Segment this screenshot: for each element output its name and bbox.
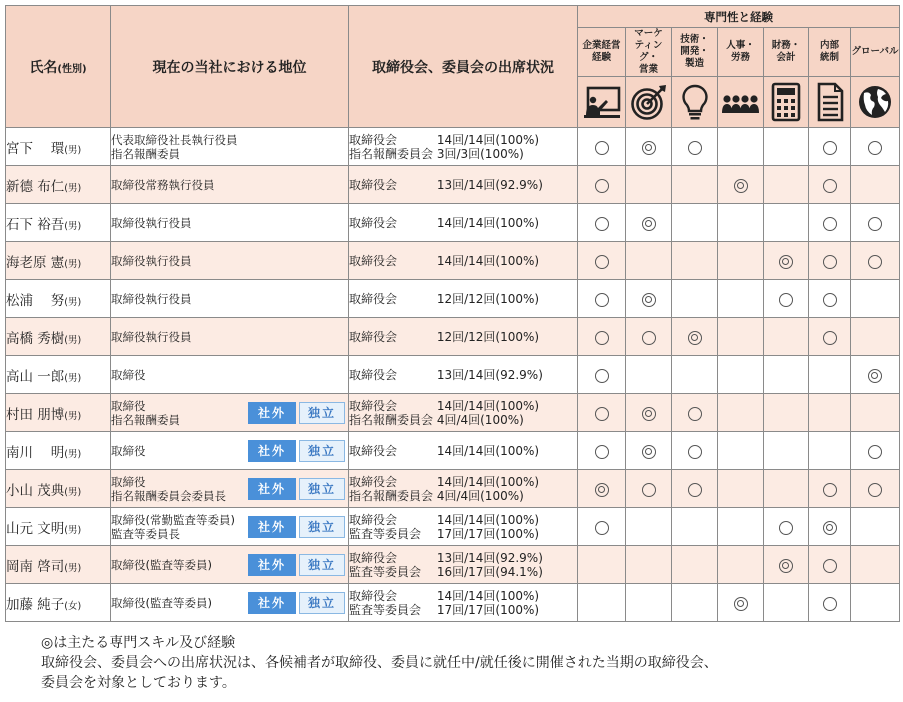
gender-text: (男) [64,296,82,308]
skill-cell [764,128,809,166]
circle-mark-icon [823,483,837,497]
position-cell [111,394,349,432]
independent-badge: 独立 [299,402,345,424]
skill-cell [718,394,764,432]
independent-badge: 独立 [299,554,345,576]
footnote-line: 取締役会、委員会への出席状況は、各候補者が取締役、委員に就任中/就任後に開催された当期の取締役会、 [41,655,718,671]
table-row [6,204,900,242]
director-name [6,470,111,508]
attendance-cell: 取締役会 14回/14回(100%) 指名報酬委員会 4回/4回(100%) [349,470,578,508]
skills-group-header: 専門性と経験 [578,6,900,28]
skill-cell [851,470,900,508]
name-text: 松浦 努 [6,292,65,309]
skill-cell [718,584,764,622]
calculator-icon [764,77,809,128]
circle-mark-icon [868,483,882,497]
position-cell [111,280,349,318]
position-text: 取締役 [111,443,146,458]
table-row [6,546,900,584]
double-circle-mark-icon [779,559,793,573]
skill-cell [851,318,900,356]
skill-cell [672,508,718,546]
skill-header-finance: 財務・ 会計 [764,28,809,77]
skill-cell [578,394,626,432]
position-cell [111,584,349,622]
circle-mark-icon [595,255,609,269]
skill-cell [626,128,672,166]
attendance-cell: 取締役会 13回/14回(92.9%) 監査等委員会 16回/17回(94.1%) [349,546,578,584]
skill-cell [851,280,900,318]
name-text: 宮下 環 [6,140,65,157]
skill-cell [764,394,809,432]
circle-mark-icon [595,141,609,155]
position-text: 取締役執行役員 [111,291,192,306]
double-circle-mark-icon [868,369,882,383]
skill-header-hr: 人事・ 労務 [718,28,764,77]
presentation-icon [578,77,626,128]
skill-cell [626,394,672,432]
position-cell [111,470,349,508]
position-cell [111,432,349,470]
circle-mark-icon [688,445,702,459]
independent-badge: 独立 [299,516,345,538]
skill-cell [672,356,718,394]
position-text: 取締役常務執行役員 [111,177,215,192]
position-cell [111,546,349,584]
circle-mark-icon [823,179,837,193]
circle-mark-icon [595,293,609,307]
position-cell [111,508,349,546]
skill-cell [764,204,809,242]
gender-text: (男) [64,410,82,422]
table-row [6,242,900,280]
director-name [6,242,111,280]
skill-cell [578,356,626,394]
outside-badge: 社外 [248,440,296,462]
skill-cell [764,242,809,280]
skill-cell [718,204,764,242]
circle-mark-icon [688,483,702,497]
skill-cell [578,166,626,204]
name-text: 岡南 啓司 [6,558,65,575]
position-cell [111,356,349,394]
skill-cell [578,318,626,356]
skills-matrix-table [5,5,900,622]
circle-mark-icon [642,483,656,497]
skill-cell [578,584,626,622]
skill-cell [851,508,900,546]
name-column-header: 氏名(性別) [6,6,111,128]
skill-cell [672,280,718,318]
circle-mark-icon [779,293,793,307]
director-name [6,128,111,166]
skill-cell [672,432,718,470]
gender-text: (男) [64,334,82,346]
table-row [6,280,900,318]
circle-mark-icon [595,407,609,421]
skill-cell [851,166,900,204]
director-name [6,318,111,356]
skill-cell [672,394,718,432]
skill-cell [718,470,764,508]
table-row [6,356,900,394]
table-row [6,166,900,204]
skill-cell [718,356,764,394]
attendance-cell: 取締役会 14回/14回(100%) [349,204,578,242]
gender-text: (男) [64,562,82,574]
outside-badge: 社外 [248,478,296,500]
globe-icon [851,77,900,128]
double-circle-mark-icon [595,483,609,497]
name-text: 南川 明 [6,444,65,461]
skill-cell [764,546,809,584]
skill-cell [809,128,851,166]
attendance-cell: 取締役会 14回/14回(100%) 監査等委員会 17回/17回(100%) [349,584,578,622]
skill-cell [764,356,809,394]
name-text: 山元 文明 [6,520,65,537]
name-text: 新德 布仁 [6,178,65,195]
outside-badge: 社外 [248,516,296,538]
circle-mark-icon [595,521,609,535]
position-cell [111,166,349,204]
badge-group [248,478,345,500]
name-text: 村田 朋博 [6,406,65,423]
skill-cell [851,546,900,584]
skill-cell [809,508,851,546]
skill-cell [764,318,809,356]
circle-mark-icon [868,445,882,459]
attendance-cell: 取締役会 12回/12回(100%) [349,318,578,356]
skill-cell [672,128,718,166]
independent-badge: 独立 [299,440,345,462]
skill-header-technology: 技術・ 開発・ 製造 [672,28,718,77]
skill-cell [718,318,764,356]
position-text: 取締役 指名報酬委員 [111,398,180,427]
skill-cell [626,432,672,470]
gender-text: (男) [64,372,82,384]
skill-cell [809,318,851,356]
skill-cell [672,204,718,242]
position-cell [111,242,349,280]
attendance-cell: 取締役会 14回/14回(100%) 指名報酬委員会 3回/3回(100%) [349,128,578,166]
director-name [6,508,111,546]
double-circle-mark-icon [642,293,656,307]
gender-text: (男) [64,220,82,232]
skill-cell [809,166,851,204]
skill-cell [672,166,718,204]
outside-badge: 社外 [248,592,296,614]
lightbulb-icon [672,77,718,128]
director-name [6,280,111,318]
position-text: 取締役(監査等委員) [111,595,212,610]
skill-cell [809,546,851,584]
double-circle-mark-icon [823,521,837,535]
table-row [6,470,900,508]
people-icon [718,77,764,128]
skill-cell [718,546,764,584]
table-row [6,318,900,356]
circle-mark-icon [779,521,793,535]
skill-cell [672,318,718,356]
skill-header-management: 企業経営 経験 [578,28,626,77]
gender-text: (男) [64,486,82,498]
attendance-cell: 取締役会 14回/14回(100%) [349,242,578,280]
director-name [6,166,111,204]
name-text: 海老原 憲 [6,254,65,271]
skill-cell [578,128,626,166]
gender-text: (男) [64,144,82,156]
circle-mark-icon [823,597,837,611]
skill-cell [764,584,809,622]
skill-cell [626,356,672,394]
outside-badge: 社外 [248,402,296,424]
skill-cell [809,470,851,508]
position-cell [111,128,349,166]
table-row [6,584,900,622]
skill-cell [851,204,900,242]
position-text: 取締役(常勤監査等委員) 監査等委員長 [111,512,235,541]
skill-cell [578,280,626,318]
skill-cell [764,280,809,318]
name-text: 加藤 純子 [6,596,65,613]
skill-cell [626,204,672,242]
position-text: 取締役 [111,367,146,382]
attendance-column-header: 取締役会、委員会の出席状況 [349,6,578,128]
double-circle-mark-icon [642,407,656,421]
circle-mark-icon [868,255,882,269]
skill-cell [626,318,672,356]
gender-text: (男) [64,524,82,536]
table-row [6,128,900,166]
skill-cell [851,242,900,280]
footnote-line: ◎は主たる専門スキル及び経験 [41,635,236,651]
attendance-cell: 取締役会 14回/14回(100%) [349,432,578,470]
skill-cell [764,508,809,546]
circle-mark-icon [595,217,609,231]
circle-mark-icon [688,141,702,155]
independent-badge: 独立 [299,592,345,614]
circle-mark-icon [823,331,837,345]
skill-cell [718,128,764,166]
director-name [6,394,111,432]
gender-text: (男) [64,258,82,270]
position-cell [111,204,349,242]
skill-cell [626,470,672,508]
position-cell [111,318,349,356]
circle-mark-icon [595,445,609,459]
circle-mark-icon [823,217,837,231]
skill-cell [672,470,718,508]
skill-cell [578,546,626,584]
circle-mark-icon [642,331,656,345]
name-text: 小山 茂典 [6,482,65,499]
double-circle-mark-icon [688,331,702,345]
gender-text: (女) [64,600,82,612]
attendance-cell: 取締役会 14回/14回(100%) 監査等委員会 17回/17回(100%) [349,508,578,546]
position-text: 取締役執行役員 [111,329,192,344]
skill-cell [718,280,764,318]
skill-cell [718,508,764,546]
double-circle-mark-icon [734,179,748,193]
badge-group [248,554,345,576]
skill-cell [851,356,900,394]
circle-mark-icon [823,559,837,573]
circle-mark-icon [688,407,702,421]
skill-cell [578,432,626,470]
skill-cell [626,508,672,546]
name-text: 高山 一郎 [6,368,65,385]
position-text: 取締役(監査等委員) [111,557,212,572]
circle-mark-icon [823,141,837,155]
outside-badge: 社外 [248,554,296,576]
circle-mark-icon [595,369,609,383]
skill-cell [809,584,851,622]
circle-mark-icon [868,141,882,155]
footnote-line: 委員会を対象としております。 [41,675,236,691]
attendance-cell: 取締役会 13回/14回(92.9%) [349,356,578,394]
circle-mark-icon [823,255,837,269]
position-text: 取締役 指名報酬委員会委員長 [111,474,226,503]
independent-badge: 独立 [299,478,345,500]
skill-cell [809,432,851,470]
skill-cell [851,432,900,470]
double-circle-mark-icon [779,255,793,269]
attendance-cell: 取締役会 14回/14回(100%) 指名報酬委員会 4回/4回(100%) [349,394,578,432]
table-row [6,508,900,546]
double-circle-mark-icon [642,141,656,155]
skill-header-marketing: マーケ ティング・ 営業 [626,28,672,77]
skill-cell [626,242,672,280]
skill-cell [578,508,626,546]
name-text: 石下 裕吾 [6,216,65,233]
skill-cell [764,166,809,204]
table-row [6,394,900,432]
skill-cell [578,470,626,508]
badge-group [248,440,345,462]
skill-cell [718,242,764,280]
gender-text: (男) [64,182,82,194]
skill-cell [718,166,764,204]
position-column-header: 現在の当社における地位 [111,6,349,128]
position-text: 取締役執行役員 [111,253,192,268]
skill-cell [809,394,851,432]
skill-header-global: グローバル [851,28,900,77]
attendance-cell: 取締役会 12回/12回(100%) [349,280,578,318]
table-row [6,432,900,470]
circle-mark-icon [868,217,882,231]
footnotes [41,633,718,693]
skill-cell [718,432,764,470]
skill-cell [809,356,851,394]
badge-group [248,516,345,538]
circle-mark-icon [595,179,609,193]
target-icon [626,77,672,128]
director-name [6,356,111,394]
director-name [6,584,111,622]
skill-cell [578,242,626,280]
badge-group [248,402,345,424]
director-name [6,204,111,242]
director-name [6,546,111,584]
table-header [6,6,900,128]
skill-header-internal-control: 内部 統制 [809,28,851,77]
skill-cell [578,204,626,242]
skill-cell [672,242,718,280]
attendance-cell: 取締役会 13回/14回(92.9%) [349,166,578,204]
skill-cell [626,584,672,622]
circle-mark-icon [595,331,609,345]
double-circle-mark-icon [642,217,656,231]
skill-cell [851,128,900,166]
document-icon [809,77,851,128]
badge-group [248,592,345,614]
skill-cell [672,584,718,622]
skill-cell [851,394,900,432]
skill-cell [626,546,672,584]
skill-cell [764,470,809,508]
skill-cell [809,204,851,242]
skill-cell [672,546,718,584]
circle-mark-icon [823,293,837,307]
double-circle-mark-icon [734,597,748,611]
skill-cell [809,242,851,280]
director-name [6,432,111,470]
skill-cell [626,280,672,318]
skill-cell [626,166,672,204]
skill-cell [764,432,809,470]
skill-cell [851,584,900,622]
position-text: 代表取締役社長執行役員 指名報酬委員 [111,132,238,161]
table-body [6,128,900,622]
position-text: 取締役執行役員 [111,215,192,230]
skill-cell [809,280,851,318]
double-circle-mark-icon [642,445,656,459]
gender-text: (男) [64,448,82,460]
name-text: 高橋 秀樹 [6,330,65,347]
